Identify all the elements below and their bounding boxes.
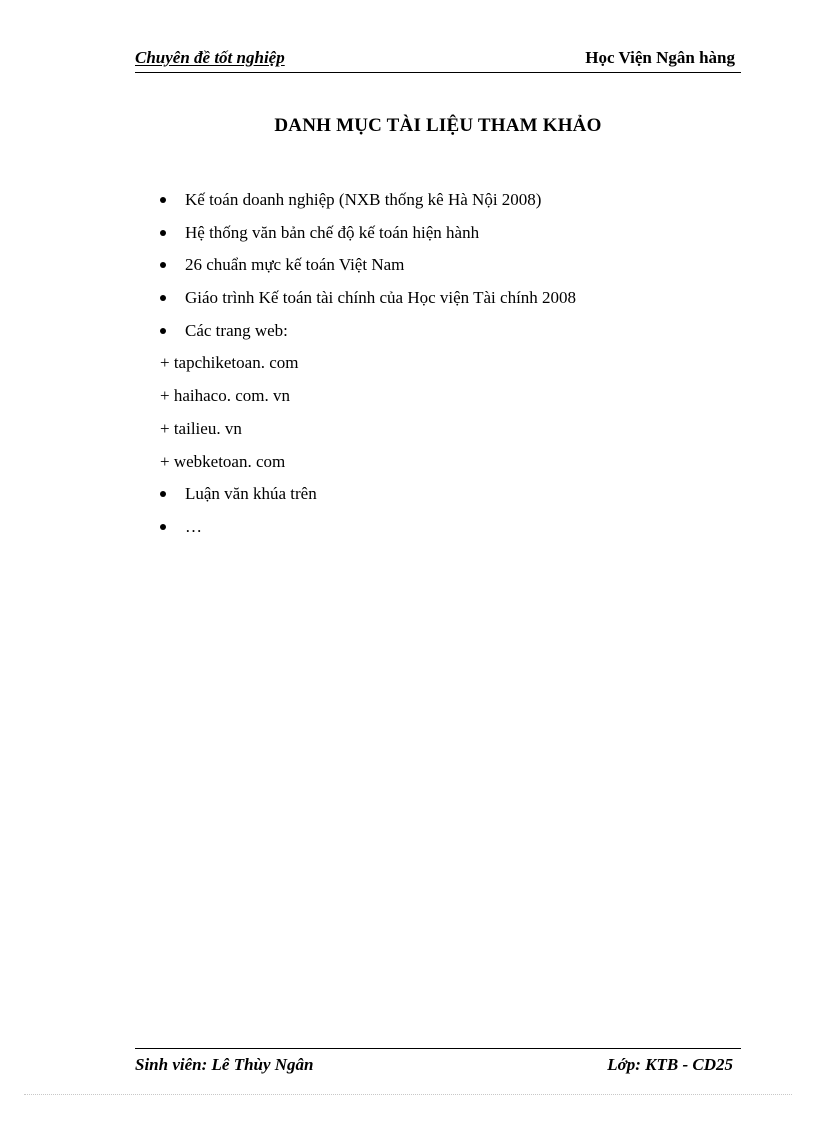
bullet-icon <box>160 491 166 497</box>
bullet-icon <box>160 230 166 236</box>
reference-text: Luận văn khúa trên <box>185 484 317 504</box>
reference-item <box>160 513 720 546</box>
header-institution: Học Viện Ngân hàng <box>585 48 735 67</box>
footer-class: Lớp: KTB - CD25 <box>607 1055 733 1074</box>
website-text: + tapchiketoan. com <box>160 353 299 373</box>
website-item <box>160 415 720 448</box>
bullet-icon <box>160 295 166 301</box>
reference-text: Kế toán doanh nghiệp (NXB thống kê Hà Nội 2008) <box>185 190 542 209</box>
website-text: + tailieu. vn <box>160 418 242 438</box>
website-item <box>160 349 720 382</box>
bullet-icon <box>160 262 166 268</box>
reference-item <box>160 284 720 317</box>
bullet-icon <box>160 197 166 203</box>
website-item <box>160 448 720 481</box>
reference-item <box>160 251 720 284</box>
reference-item <box>160 186 720 219</box>
bullet-icon <box>160 328 166 334</box>
footer-student: Sinh viên: Lê Thùy Ngân <box>135 1055 314 1074</box>
website-text: + webketoan. com <box>160 451 286 471</box>
reference-item <box>160 480 720 513</box>
reference-text: Giáo trình Kế toán tài chính của Học viện Tài chính 2008 <box>185 288 577 308</box>
reference-item <box>160 317 720 350</box>
website-text: + haihaco. com. vn <box>160 386 290 406</box>
reference-text: Hệ thống văn bản chế độ kế toán hiện hành <box>185 222 480 242</box>
page-header <box>135 48 741 73</box>
header-document-type: Chuyên đề tốt nghiệp <box>135 48 285 67</box>
reference-text: … <box>185 516 202 536</box>
website-item <box>160 382 720 415</box>
reference-item <box>160 219 720 252</box>
page-title: DANH MỤC TÀI LIỆU THAM KHẢO <box>274 115 602 136</box>
reference-text: 26 chuẩn mực kế toán Việt Nam <box>185 255 405 275</box>
reference-list <box>160 186 720 546</box>
page-footer <box>135 1048 741 1079</box>
bullet-icon <box>160 524 166 530</box>
reference-text: Các trang web: <box>185 320 288 340</box>
page-border-line <box>24 1094 792 1095</box>
